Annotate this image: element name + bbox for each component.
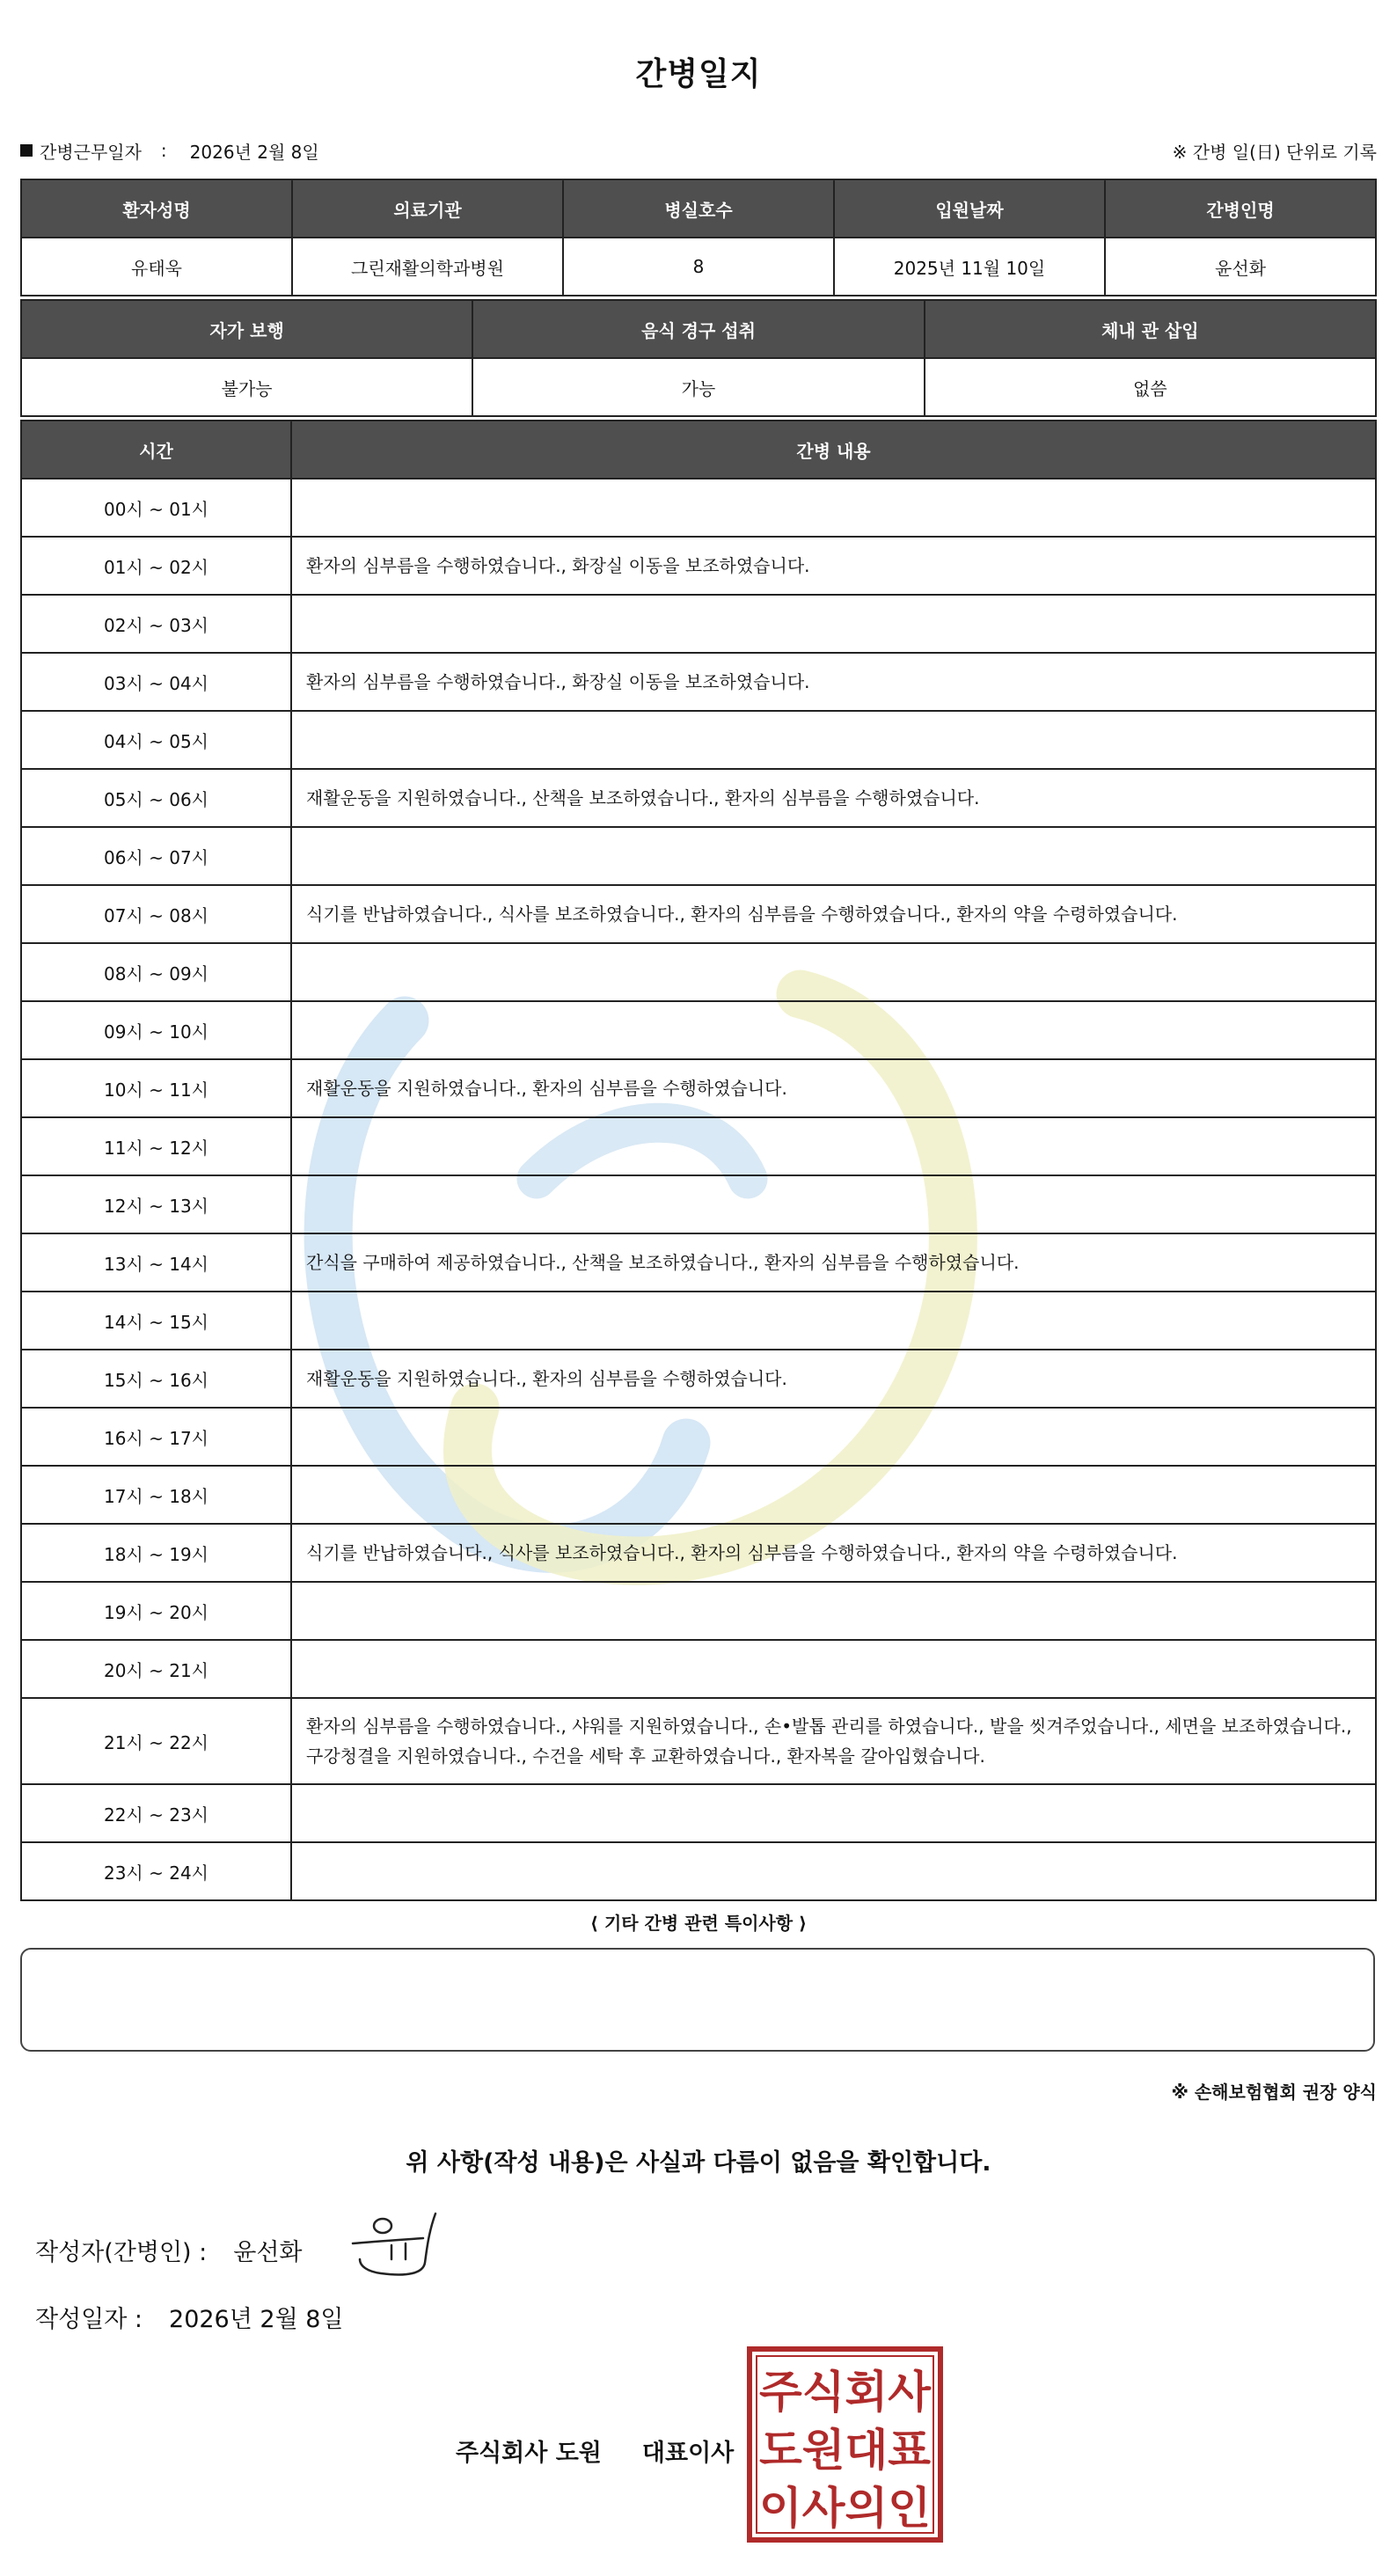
table-row xyxy=(21,1001,1376,1059)
table-row xyxy=(21,885,1376,943)
table-row xyxy=(21,943,1376,1001)
time-slot: 06시 ~ 07시 xyxy=(21,827,291,885)
care-content xyxy=(291,1292,1376,1350)
time-slot: 13시 ~ 14시 xyxy=(21,1233,291,1292)
care-content xyxy=(291,1466,1376,1524)
company-row xyxy=(456,2433,734,2468)
time-slot: 02시 ~ 03시 xyxy=(21,595,291,653)
care-content: 재활운동을 지원하였습니다., 산책을 보조하였습니다., 환자의 심부름을 수행하였습니다. xyxy=(291,769,1376,827)
care-content xyxy=(291,479,1376,537)
work-date-label: 간병근무일자 xyxy=(40,141,142,163)
care-content: 환자의 심부름을 수행하였습니다., 화장실 이동을 보조하였습니다. xyxy=(291,653,1376,711)
time-slot: 15시 ~ 16시 xyxy=(21,1350,291,1408)
black-square-icon xyxy=(20,144,33,157)
time-slot: 04시 ~ 05시 xyxy=(21,711,291,769)
care-content xyxy=(291,1640,1376,1698)
header-oral-intake: 음식 경구 섭취 xyxy=(472,300,924,358)
header-hospital: 의료기관 xyxy=(292,179,563,238)
time-slot: 00시 ~ 01시 xyxy=(21,479,291,537)
table-row xyxy=(21,1524,1376,1582)
company-seal-icon xyxy=(746,2345,944,2543)
caregiver-name: 윤선화 xyxy=(1105,238,1376,296)
table-row xyxy=(21,1640,1376,1698)
document-title: 간병일지 xyxy=(635,56,762,92)
time-slot: 21시 ~ 22시 xyxy=(21,1698,291,1784)
table-row xyxy=(21,479,1376,537)
room-number: 8 xyxy=(563,238,834,296)
work-date-value: 2026년 2월 8일 xyxy=(189,141,319,163)
table-row xyxy=(21,1117,1376,1175)
time-slot: 10시 ~ 11시 xyxy=(21,1059,291,1117)
time-slot: 07시 ~ 08시 xyxy=(21,885,291,943)
care-content xyxy=(291,1408,1376,1466)
work-date-separator: : xyxy=(160,140,167,161)
care-content xyxy=(291,1117,1376,1175)
header-room-number: 병실호수 xyxy=(563,179,834,238)
care-content: 재활운동을 지원하였습니다., 환자의 심부름을 수행하였습니다. xyxy=(291,1350,1376,1408)
work-date xyxy=(20,138,319,164)
seal-text-line: 도원대표 xyxy=(759,2425,932,2476)
table-header-row xyxy=(21,421,1376,479)
care-content: 재활운동을 지원하였습니다., 환자의 심부름을 수행하였습니다. xyxy=(291,1059,1376,1117)
care-content: 식기를 반납하였습니다., 식사를 보조하였습니다., 환자의 심부름을 수행하였습니다., 환자의 약을 수령하였습니다. xyxy=(291,885,1376,943)
time-slot: 03시 ~ 04시 xyxy=(21,653,291,711)
table-row xyxy=(21,653,1376,711)
care-content xyxy=(291,711,1376,769)
care-content: 환자의 심부름을 수행하였습니다., 화장실 이동을 보조하였습니다. xyxy=(291,537,1376,595)
table-row xyxy=(21,1408,1376,1466)
time-slot: 05시 ~ 06시 xyxy=(21,769,291,827)
care-content xyxy=(291,1001,1376,1059)
notes-title: ⟨ 기타 간병 관련 특이사항 ⟩ xyxy=(589,1913,808,1934)
record-unit-note: ※ 간병 일(日) 단위로 기록 xyxy=(1172,141,1377,163)
time-slot: 23시 ~ 24시 xyxy=(21,1842,291,1900)
admission-date: 2025년 11월 10일 xyxy=(834,238,1105,296)
self-walking-value: 불가능 xyxy=(21,358,472,416)
table-row xyxy=(21,827,1376,885)
table-row xyxy=(21,1698,1376,1784)
time-slot: 11시 ~ 12시 xyxy=(21,1117,291,1175)
writer-name: 윤선화 xyxy=(233,2239,303,2266)
table-row xyxy=(21,711,1376,769)
care-content xyxy=(291,1842,1376,1900)
table-row xyxy=(21,358,1376,416)
patient-status-table xyxy=(20,299,1377,417)
time-slot: 08시 ~ 09시 xyxy=(21,943,291,1001)
time-slot: 19시 ~ 20시 xyxy=(21,1582,291,1640)
patient-name: 유태욱 xyxy=(21,238,292,296)
confirm-statement: 위 사항(작성 내용)은 사실과 다름이 없음을 확인합니다. xyxy=(406,2149,991,2177)
header-admission-date: 입원날짜 xyxy=(834,179,1105,238)
tube-insertion-value: 없씀 xyxy=(925,358,1376,416)
writer-row xyxy=(35,2233,303,2267)
table-header-row xyxy=(21,179,1376,238)
table-row xyxy=(21,1582,1376,1640)
table-row xyxy=(21,595,1376,653)
table-header-row xyxy=(21,300,1376,358)
table-row xyxy=(21,537,1376,595)
time-slot: 22시 ~ 23시 xyxy=(21,1784,291,1842)
care-content: 환자의 심부름을 수행하였습니다., 샤워를 지원하였습니다., 손•발톱 관리를 하였습니다., 발을 씻겨주었습니다., 세면을 보조하였습니다., 구강청결을 지원하였습니다., 수건을 세탁 후 교환하였습니다., 환자복을 갈아입혔습니다. xyxy=(291,1698,1376,1784)
header-tube-insertion: 체내 관 삽입 xyxy=(925,300,1376,358)
care-content: 간식을 구매하여 제공하였습니다., 산책을 보조하였습니다., 환자의 심부름을 수행하였습니다. xyxy=(291,1233,1376,1292)
writer-label: 작성자(간병인) : xyxy=(35,2239,208,2266)
care-content: 식기를 반납하였습니다., 식사를 보조하였습니다., 환자의 심부름을 수행하였습니다., 환자의 약을 수령하였습니다. xyxy=(291,1524,1376,1582)
header-self-walking: 자가 보행 xyxy=(21,300,472,358)
care-log-body xyxy=(21,479,1376,1900)
table-row xyxy=(21,1466,1376,1524)
written-date-row xyxy=(35,2300,344,2334)
table-row xyxy=(21,238,1376,296)
seal-text-line: 주식회사 xyxy=(759,2367,932,2418)
notes-box xyxy=(20,1948,1375,2052)
header-patient-name: 환자성명 xyxy=(21,179,292,238)
oral-intake-value: 가능 xyxy=(472,358,924,416)
header-time: 시간 xyxy=(21,421,291,479)
patient-info-table xyxy=(20,179,1377,296)
time-slot: 09시 ~ 10시 xyxy=(21,1001,291,1059)
table-row xyxy=(21,1292,1376,1350)
company-name: 주식회사 도원 xyxy=(456,2440,602,2467)
time-slot: 18시 ~ 19시 xyxy=(21,1524,291,1582)
table-row xyxy=(21,1233,1376,1292)
table-row xyxy=(21,1175,1376,1233)
care-content xyxy=(291,943,1376,1001)
time-slot: 20시 ~ 21시 xyxy=(21,1640,291,1698)
recommend-note: ※ 손해보험협회 권장 양식 xyxy=(1171,2082,1377,2103)
company-representative-title: 대표이사 xyxy=(641,2440,735,2467)
time-slot: 14시 ~ 15시 xyxy=(21,1292,291,1350)
time-slot: 01시 ~ 02시 xyxy=(21,537,291,595)
care-content xyxy=(291,595,1376,653)
table-row xyxy=(21,769,1376,827)
table-row xyxy=(21,1842,1376,1900)
time-slot: 16시 ~ 17시 xyxy=(21,1408,291,1466)
care-content xyxy=(291,827,1376,885)
hospital-name: 그린재활의학과병원 xyxy=(292,238,563,296)
signature-icon xyxy=(337,2206,451,2286)
written-date-value: 2026년 2월 8일 xyxy=(169,2306,344,2333)
care-content xyxy=(291,1175,1376,1233)
header-caregiver-name: 간병인명 xyxy=(1105,179,1376,238)
meta-row xyxy=(20,135,1377,165)
table-row xyxy=(21,1784,1376,1842)
table-row xyxy=(21,1350,1376,1408)
time-slot: 17시 ~ 18시 xyxy=(21,1466,291,1524)
care-log-table xyxy=(20,420,1377,1901)
header-care-content: 간병 내용 xyxy=(291,421,1376,479)
written-date-label: 작성일자 : xyxy=(35,2306,143,2333)
care-content xyxy=(291,1582,1376,1640)
time-slot: 12시 ~ 13시 xyxy=(21,1175,291,1233)
table-row xyxy=(21,1059,1376,1117)
care-content xyxy=(291,1784,1376,1842)
seal-text-line: 이사의인 xyxy=(759,2483,931,2534)
